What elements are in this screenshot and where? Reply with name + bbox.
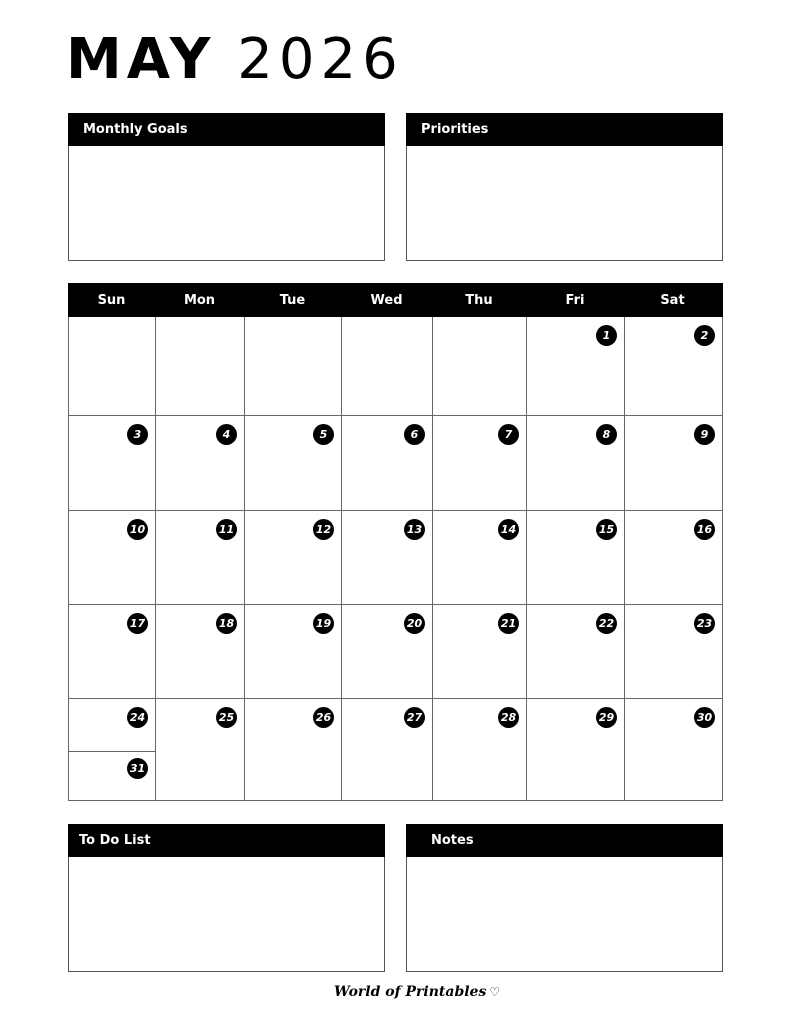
day-cell[interactable] [69,317,156,416]
day-cell[interactable] [342,699,433,801]
monthly-goals-box[interactable] [68,113,385,261]
week-row [69,699,722,801]
priorities-header [406,113,723,146]
day-cell[interactable] [245,699,342,801]
day-number: 15 [596,519,617,540]
notes-header [406,824,723,857]
day-cell[interactable] [342,416,433,511]
day-number: 22 [596,613,617,634]
day-cell[interactable] [625,699,722,801]
day-cell[interactable] [342,605,433,699]
week-row [69,511,722,605]
day-cell[interactable] [156,605,245,699]
day-cell[interactable] [527,699,625,801]
day-cell[interactable] [245,605,342,699]
day-cell[interactable] [69,511,156,605]
day-number: 3 [127,424,148,445]
day-number: 20 [404,613,425,634]
cell-divider [69,751,155,752]
day-number: 5 [313,424,334,445]
day-cell[interactable] [156,511,245,605]
day-cell[interactable] [527,511,625,605]
day-number: 19 [313,613,334,634]
day-cell[interactable] [245,317,342,416]
calendar [68,283,723,801]
day-number: 29 [596,707,617,728]
weekday-label: Mon [183,292,216,308]
day-number: 10 [127,519,148,540]
day-cell[interactable] [433,511,527,605]
day-number: 27 [404,707,425,728]
day-cell[interactable] [69,416,156,511]
weekday-label: Fri [565,292,585,308]
day-number: 8 [596,424,617,445]
day-cell[interactable] [342,511,433,605]
day-number: 14 [498,519,519,540]
day-cell[interactable] [342,317,433,416]
day-cell[interactable] [527,317,625,416]
week-row [69,317,722,416]
day-cell[interactable] [625,317,722,416]
day-number: 12 [313,519,334,540]
day-number: 16 [694,519,715,540]
day-number: 28 [498,707,519,728]
monthly-goals-label: Monthly Goals [83,122,188,137]
weekday-label: Sun [97,292,126,308]
monthly-goals-header [68,113,385,146]
day-cell[interactable] [433,699,527,801]
day-number: 24 [127,707,148,728]
day-number: 13 [404,519,425,540]
notes-box[interactable] [406,824,723,972]
heart-icon: ♡ [489,985,501,999]
day-number: 18 [216,613,237,634]
brand-logo [334,984,500,1000]
day-cell[interactable] [245,416,342,511]
calendar-grid [68,317,723,801]
weekday-label: Sat [660,292,685,308]
day-cell[interactable] [527,416,625,511]
month-name: MAY [66,27,216,92]
weekday-label: Wed [370,292,403,308]
day-cell[interactable] [245,511,342,605]
weekday-label: Tue [279,292,306,308]
day-number: 31 [127,758,148,779]
day-number: 1 [596,325,617,346]
day-cell[interactable] [69,605,156,699]
year: 2026 [237,27,404,92]
day-number: 21 [498,613,519,634]
page-title [66,28,404,92]
day-number: 25 [216,707,237,728]
weekday-header [68,283,723,317]
day-cell[interactable] [625,511,722,605]
day-cell[interactable] [69,699,156,801]
day-number: 9 [694,424,715,445]
day-number: 2 [694,325,715,346]
todo-box[interactable] [68,824,385,972]
day-number: 6 [404,424,425,445]
notes-label: Notes [431,833,474,848]
day-number: 4 [216,424,237,445]
day-number: 17 [127,613,148,634]
day-number: 23 [694,613,715,634]
priorities-box[interactable] [406,113,723,261]
day-number: 11 [216,519,237,540]
todo-header [68,824,385,857]
day-cell[interactable] [625,605,722,699]
priorities-label: Priorities [421,122,489,137]
brand-name: World of Printables [334,984,487,1000]
day-cell[interactable] [156,699,245,801]
day-number: 30 [694,707,715,728]
week-row [69,416,722,511]
day-cell[interactable] [433,605,527,699]
day-cell[interactable] [625,416,722,511]
todo-label: To Do List [79,833,151,848]
weekday-label: Thu [465,292,493,308]
day-cell[interactable] [433,317,527,416]
day-cell[interactable] [156,317,245,416]
day-cell[interactable] [156,416,245,511]
day-cell[interactable] [433,416,527,511]
day-cell[interactable] [527,605,625,699]
day-number: 26 [313,707,334,728]
day-number: 7 [498,424,519,445]
week-row [69,605,722,699]
